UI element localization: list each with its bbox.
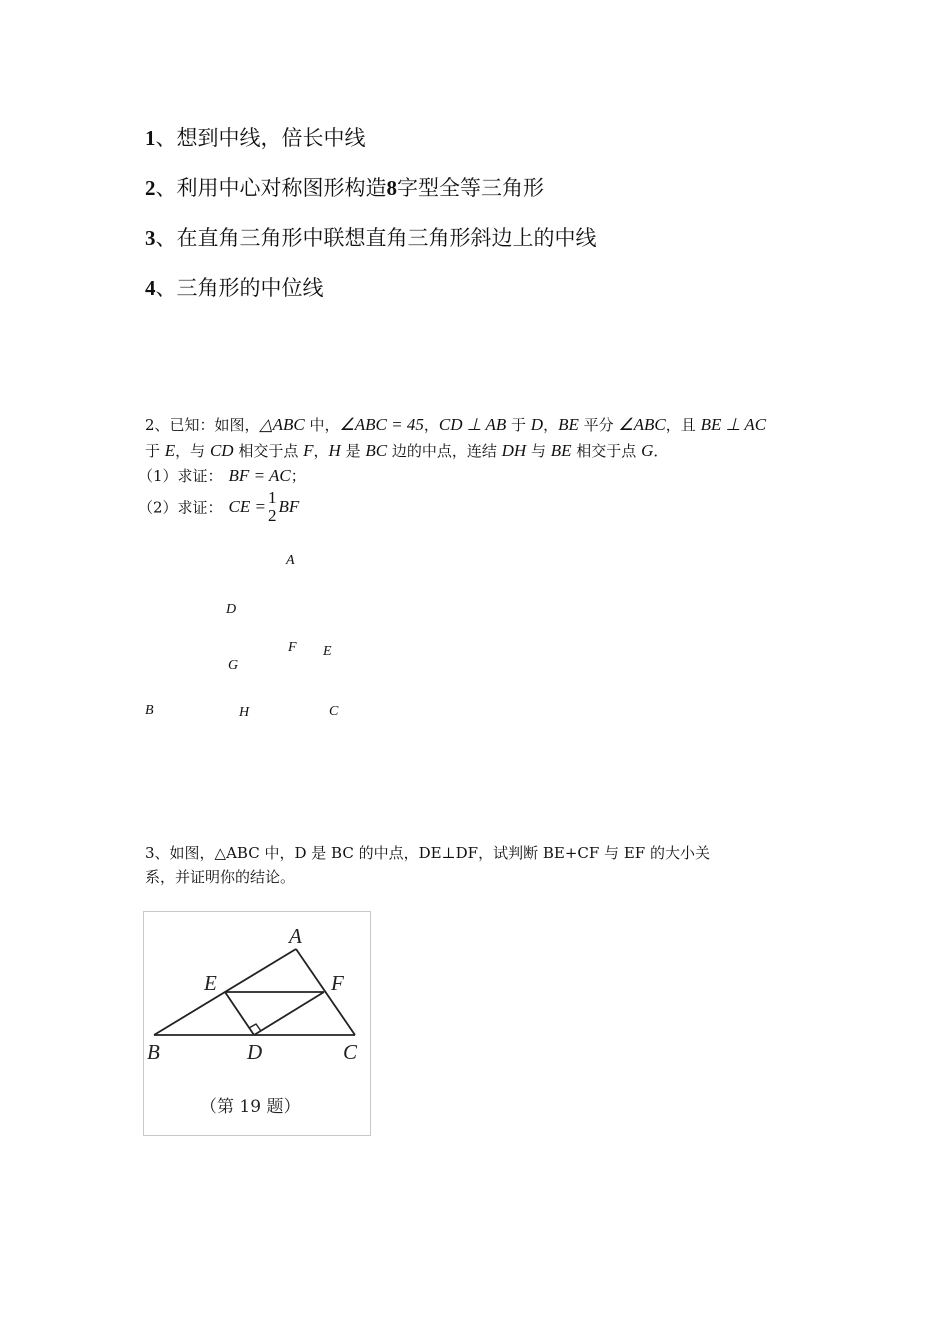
p2-text: ． [653,442,669,460]
q1-end: ； [290,467,306,485]
q2-label: （2）求证： [138,498,223,517]
tip-4-number: 4 [145,276,156,300]
point-label-e: E [323,644,332,659]
p2-text: ，且 [665,416,701,434]
q2-lhs: CE = [228,496,266,516]
p2-math: F [303,441,314,460]
p2-math: CD ⊥ AB [438,415,507,434]
fig-label-c: C [343,1040,358,1064]
point-label-c: C [329,704,339,719]
p2-text: 平分 [578,416,619,434]
point-label-d: D [226,602,237,617]
q1-label: （1）求证： [138,467,223,485]
p2-math: CD [209,441,234,460]
tip-4 [145,272,324,302]
tip-4-text: 、三角形的中位线 [155,276,324,300]
p2-math: D [530,415,544,434]
point-label-g: G [228,658,239,673]
tip-3-text: 、在直角三角形中联想直角三角形斜边上的中线 [155,226,597,250]
fig-label-d: D [247,1040,263,1064]
triangle-figure-svg [144,912,370,1135]
fig-label-e: E [204,971,217,995]
p2-math: H [328,441,341,460]
point-label-b: B [145,703,154,718]
p2-text: 中， [304,416,340,434]
p2-math: ∠ABC [618,415,666,434]
tip-3-number: 3 [145,226,156,250]
p2-text: ， [543,416,559,434]
p2-text: ， [313,442,329,460]
problem3-line2: 系，并证明你的结论。 [145,868,296,886]
p2-text: 于 [506,416,531,434]
p2-math: BE [558,415,579,434]
q2-denominator: 2 [268,505,277,525]
tip-2-number: 2 [145,176,156,200]
tip-2-text-a: 、利用中心对称图形构造 [155,176,387,200]
p2-math: E [164,441,176,460]
p2-math: △ABC [259,415,305,434]
p2-text: 是 [340,442,366,460]
segment-ed [225,992,254,1035]
tip-2-text-b: 字型全等三角形 [397,176,544,200]
fig-label-b: B [147,1040,160,1064]
tip-1 [145,122,366,152]
tip-3 [145,222,597,252]
problem3-figure [143,911,371,1136]
p2-math: BE ⊥ AC [700,415,767,434]
p2-math: BC [365,441,388,460]
point-label-a: A [286,553,295,568]
p2-text: 边的中点，连结 [387,442,502,460]
problem2-q1 [138,465,306,486]
problem2-line2 [145,440,668,461]
problem3-line1: 3、如图，△ABC 中，D 是 BC 的中点，DE⊥DF，试判断 BE+CF 与 EF 的大小关 [145,844,710,862]
tip-1-number: 1 [145,126,156,150]
p2-math: BE [550,441,572,460]
p2-text: 于 [145,442,165,460]
p2-text: 相交于点 [233,442,304,460]
tip-2-bold: 8 [386,176,397,200]
point-label-f: F [288,640,297,655]
fig-label-f: F [331,971,344,995]
p2-text: ，与 [175,442,210,460]
segment-df [254,992,324,1035]
p2-text: 与 [526,442,551,460]
problem2-line1 [145,414,766,435]
point-label-h: H [239,705,250,720]
q2-fraction [268,489,277,525]
p2-text: ， [423,416,439,434]
p2-math: ∠ABC = 45 [339,415,424,434]
figure-caption: （第 19 题） [200,1097,301,1117]
tip-2 [145,172,544,202]
p2-text: 相交于点 [571,442,642,460]
fig-label-a: A [289,924,302,948]
p2-math: DH [501,441,527,460]
q2-numerator: 1 [268,488,277,507]
problem2-q2 [138,489,299,525]
p2-math: G [641,441,654,460]
q2-rhs: BF [278,496,300,516]
q1-math: BF = AC [228,466,291,485]
tip-1-text: 、想到中线，倍长中线 [155,126,366,150]
p2-text: 2、已知：如图， [145,416,260,434]
